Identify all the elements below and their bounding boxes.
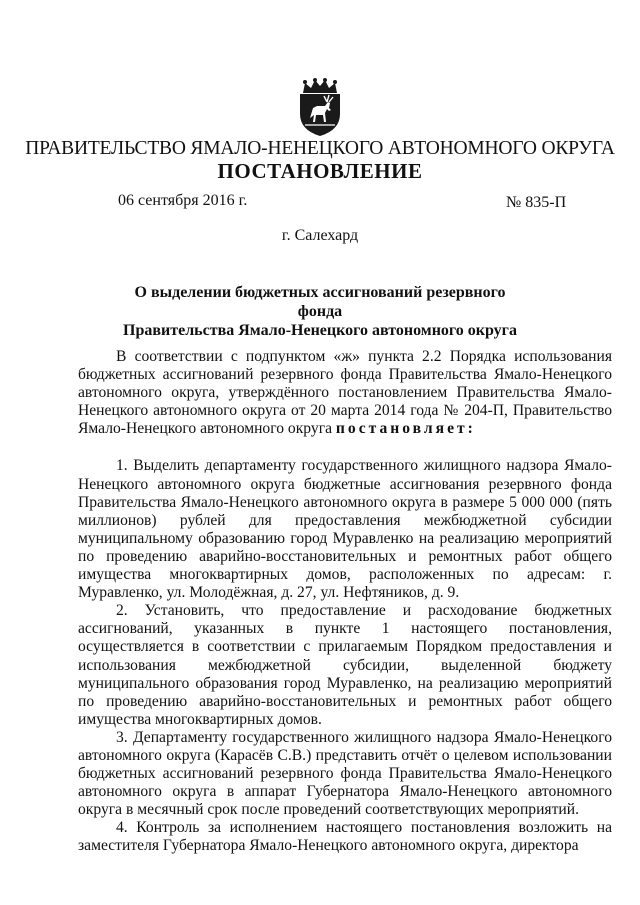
preamble-text: В соответствии с подпунктом «ж» пункта 2.2 Порядка использования бюджетных ассигнований резервного фонда Правительства Ямало-Ненецкого автономного округа, утверждённого постановлением Правительства Ямало-Ненецкого автономного округа от 20 марта 2014 года № 204-П, Правительство Ямало-Ненецкого автономного округа bbox=[78, 348, 612, 438]
item-paragraph-2: 2. Установить, что предоставление и расходование бюджетных ассигнований, указанных в пункте 1 настоящего постановления, осуществляется в соответствии с прилагаемым Порядком предоставления и использования межбюджетной субсидии, выделенной бюджету муниципального образования город Муравленко, на реализацию мероприятий по проведению аварийно-восстановительных и ремонтных работ общего имущества многоквартирных домов. bbox=[78, 602, 612, 728]
subject-line-2: Правительства Ямало-Ненецкого автономного округа bbox=[123, 322, 517, 339]
subject-line-1: О выделении бюджетных ассигнований резервного фонда bbox=[134, 284, 506, 320]
document-date: 06 сентября 2016 г. bbox=[118, 192, 248, 209]
document-body bbox=[78, 348, 612, 856]
item-paragraph-1: 1. Выделить департаменту государственного жилищного надзора Ямало-Ненецкого автономного округа бюджетные ассигнования резервного фонда Правительства Ямало-Ненецкого автономного округа в размере 5 000 000 (пять миллионов) рублей для предоставления межбюджетной субсидии муниципальному образованию город Муравленко на реализацию мероприятий по проведению аварийно-восстановительных и ремонтных работ общего имущества многоквартирных домов, расположенных по адресам: г. Муравленко, ул. Молодёжная, д. 27, ул. Нефтяников, д. 9. bbox=[78, 457, 612, 602]
document-place: г. Салехард bbox=[281, 227, 359, 244]
item-paragraph-3: 3. Департаменту государственного жилищного надзора Ямало-Ненецкого автономного округа (Карасёв С.В.) представить отчёт о целевом использовании бюджетных ассигнований резервного фонда Правительства Ямало-Ненецкого автономного округа в аппарат Губернатора Ямало-Ненецкого автономного округа в месячный срок после проведений соответствующих мероприятий. bbox=[78, 728, 612, 819]
government-title: ПРАВИТЕЛЬСТВО ЯМАЛО-НЕНЕЦКОГО АВТОНОМНОГО ОКРУГА bbox=[25, 138, 615, 159]
document-type-heading: ПОСТАНОВЛЕНИЕ bbox=[217, 159, 423, 183]
item-paragraph-4: 4. Контроль за исполнением настоящего постановления возложить на заместителя Губернатора Ямало-Ненецкого автономного округа, директора bbox=[78, 819, 612, 855]
document-subject bbox=[120, 283, 520, 340]
decree-word: постановляет: bbox=[335, 420, 476, 438]
document-number: № 835-П bbox=[506, 194, 567, 211]
coat-of-arms-icon bbox=[293, 78, 347, 138]
preamble-paragraph bbox=[78, 348, 612, 438]
